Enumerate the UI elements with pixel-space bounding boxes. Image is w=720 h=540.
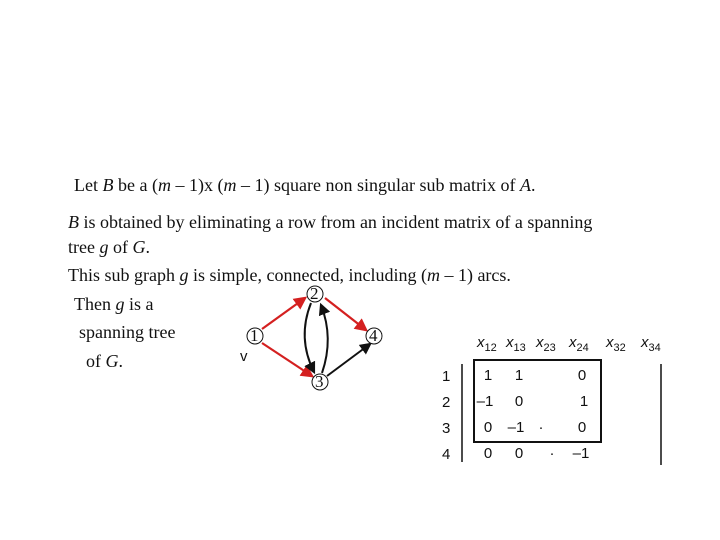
subscript: 23 — [543, 342, 556, 354]
var-m: m — [157, 175, 171, 195]
matrix-cell: 0 — [483, 419, 493, 436]
row-label-2: 2 — [442, 394, 451, 411]
text: of — [108, 237, 133, 257]
text: be a ( — [113, 175, 158, 195]
text: . — [118, 351, 123, 371]
text: tree — [68, 237, 100, 257]
subscript: 12 — [484, 342, 497, 354]
var-g: g — [115, 294, 125, 314]
tree-edge-1-3 — [262, 343, 312, 376]
edge-2-3 — [305, 303, 314, 372]
text: Let — [74, 175, 103, 195]
var-x: x — [569, 334, 577, 351]
matrix-cell: –1 — [507, 419, 525, 436]
matrix-cell: 1 — [514, 367, 524, 384]
text: is simple, connected, including ( — [188, 265, 427, 285]
node-4-label: 4 — [369, 326, 378, 345]
var-b: B — [68, 212, 79, 232]
text: is obtained by eliminating a row from an incident matrix of a spanning — [79, 212, 593, 232]
text: Then — [74, 294, 116, 314]
text: is a — [124, 294, 154, 314]
text: spanning tree — [79, 322, 176, 342]
text: This sub graph — [68, 265, 180, 285]
stray-mark: v — [240, 348, 248, 365]
row-label-1: 1 — [442, 368, 451, 385]
text: – 1) square non singular sub matrix of — [236, 175, 520, 195]
matrix-cell: 1 — [483, 367, 493, 384]
matrix-cell: · — [549, 445, 555, 462]
col-header-x24 — [569, 334, 589, 354]
row-label-4: 4 — [442, 446, 451, 463]
edge-3-2 — [321, 305, 328, 373]
node-1-label: 1 — [250, 326, 259, 345]
var-a: A — [519, 175, 531, 195]
matrix-cell: 0 — [514, 393, 524, 410]
node-2-label: 2 — [310, 284, 319, 303]
subscript: 24 — [576, 342, 589, 354]
var-b: B — [102, 175, 114, 195]
row-label-3: 3 — [442, 420, 451, 437]
matrix-cell: · — [538, 419, 544, 436]
edge-3-4 — [327, 344, 370, 376]
var-g-upper: G — [105, 351, 119, 371]
var-g: g — [179, 265, 189, 285]
matrix-cell: 1 — [579, 393, 589, 410]
var-x: x — [641, 334, 649, 351]
text: – 1) arcs. — [439, 265, 511, 285]
tree-edge-2-4 — [325, 298, 366, 330]
matrix-cell: –1 — [476, 393, 494, 410]
var-g-upper: G — [132, 237, 146, 257]
col-header-x13 — [506, 334, 526, 354]
subscript: 32 — [613, 342, 626, 354]
text: . — [145, 237, 150, 257]
matrix-cell: 0 — [483, 445, 493, 462]
tree-edge-1-2 — [262, 298, 305, 329]
subscript: 34 — [648, 342, 661, 354]
matrix-cell: 0 — [577, 367, 587, 384]
col-header-x32 — [606, 334, 626, 354]
text: . — [530, 175, 536, 195]
col-header-x34 — [641, 334, 661, 354]
var-g: g — [99, 237, 109, 257]
node-3-label: 3 — [315, 372, 324, 391]
var-x: x — [506, 334, 514, 351]
var-x: x — [606, 334, 614, 351]
subscript: 13 — [513, 342, 526, 354]
matrix-cell: 0 — [514, 445, 524, 462]
text: – 1)x ( — [170, 175, 224, 195]
var-x: x — [477, 334, 485, 351]
col-header-x23 — [536, 334, 556, 354]
text: of — [86, 351, 106, 371]
matrix-cell: –1 — [572, 445, 590, 462]
var-m: m — [223, 175, 237, 195]
var-m: m — [426, 265, 440, 285]
var-x: x — [536, 334, 544, 351]
matrix-cell: 0 — [577, 419, 587, 436]
col-header-x12 — [477, 334, 497, 354]
